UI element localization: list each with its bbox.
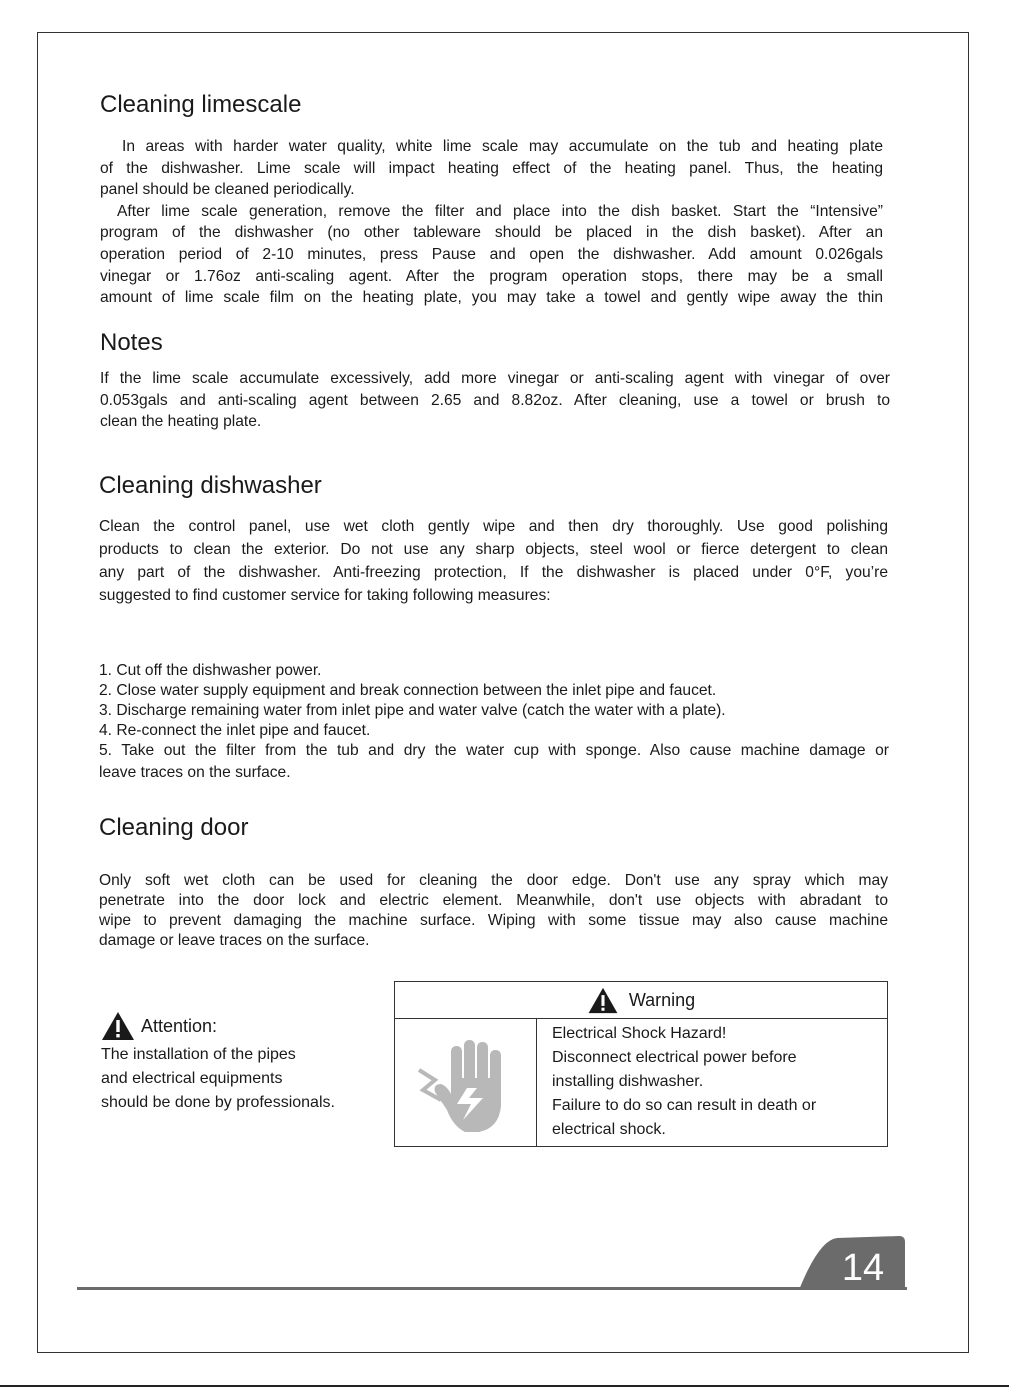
- text-line: Only soft wet cloth can be used for cleaning the door edge. Don't use any spray which may: [99, 872, 888, 889]
- text-line: In areas with harder water quality, white lime scale may accumulate on the tub and heating plate: [122, 138, 883, 155]
- warning-title: Warning: [628, 989, 696, 1010]
- attention-notice: [101, 1011, 391, 1115]
- electric-shock-hand-icon: [395, 1018, 536, 1146]
- dishwasher-paragraph: [99, 515, 888, 607]
- warning-line: installing dishwasher.: [552, 1073, 704, 1090]
- text-line: panel should be cleaned periodically.: [100, 181, 355, 199]
- warning-text: [552, 1022, 882, 1142]
- notes-paragraph: [100, 368, 890, 433]
- section-title-notes: Notes: [100, 329, 163, 356]
- warning-line: electrical shock.: [552, 1121, 666, 1138]
- warning-triangle-icon: [101, 1011, 135, 1041]
- page-number-tab: [77, 1236, 907, 1294]
- attention-line: should be done by professionals.: [101, 1094, 335, 1111]
- text-line: vinegar or 1.76oz anti-scaling agent. After the program operation stops, there may be a small: [100, 267, 883, 285]
- text-line: After lime scale generation, remove the filter and place into the dish basket. Start the “Intensive”: [117, 202, 883, 220]
- section-title-door: Cleaning door: [99, 814, 249, 841]
- list-item: 2. Close water supply equipment and break connection between the inlet pipe and faucet.: [99, 682, 717, 699]
- text-line: of the dishwasher. Lime scale will impact heating effect of the heating panel. Thus, the heating: [100, 159, 883, 177]
- shock-hand-image: [395, 1018, 537, 1146]
- section-title-dishwasher: Cleaning dishwasher: [99, 472, 322, 499]
- warning-box: [394, 981, 888, 1147]
- text-line: Clean the control panel, use wet cloth gently wipe and then dry thoroughly. Use good polishing: [99, 518, 888, 535]
- warning-triangle-icon: [587, 987, 619, 1014]
- attention-line: The installation of the pipes: [101, 1046, 296, 1063]
- text-line: suggested to find customer service for taking following measures:: [99, 587, 551, 604]
- attention-title: Attention:: [141, 1015, 218, 1036]
- list-item: leave traces on the surface.: [99, 764, 291, 781]
- text-line: penetrate into the door lock and electric element. Meanwhile, don't use objects with abradant to: [99, 892, 888, 909]
- limescale-paragraph: [100, 136, 883, 309]
- door-paragraph: [99, 871, 888, 951]
- page-number: 14: [841, 1247, 885, 1289]
- list-item: 4. Re-connect the inlet pipe and faucet.: [99, 722, 371, 739]
- text-line: any part of the dishwasher. Anti-freezing protection, If the dishwasher is placed under 0°F, you’re: [99, 564, 888, 581]
- text-line: If the lime scale accumulate excessively, add more vinegar or anti-scaling agent with vinegar of over: [100, 370, 890, 387]
- page-tab-shape: [77, 1236, 907, 1294]
- measures-list: [99, 661, 889, 783]
- list-item: 1. Cut off the dishwasher power.: [99, 662, 322, 679]
- warning-line: Electrical Shock Hazard!: [552, 1025, 727, 1042]
- list-item: 5. Take out the filter from the tub and dry the water cup with sponge. Also cause machine damage or: [99, 742, 889, 759]
- text-line: damage or leave traces on the surface.: [99, 932, 370, 949]
- text-line: operation period of 2-10 minutes, press Pause and open the dishwasher. Add amount 0.026gals: [100, 245, 883, 263]
- text-line: 0.053gals and anti-scaling agent between 2.65 and 8.82oz. After cleaning, use a towel or brush to: [100, 391, 890, 409]
- attention-line: and electrical equipments: [101, 1070, 283, 1087]
- warning-line: Failure to do so can result in death or: [552, 1097, 817, 1114]
- text-line: program of the dishwasher (no other tableware should be placed in the dish basket). After an: [100, 224, 883, 242]
- text-line: products to clean the exterior. Do not use any sharp objects, steel wool or fierce detergent to clean: [99, 541, 888, 558]
- text-line: amount of lime scale film on the heating plate, you may take a towel and gently wipe away the thin: [100, 289, 883, 307]
- text-line: clean the heating plate.: [100, 413, 262, 431]
- list-item: 3. Discharge remaining water from inlet pipe and water valve (catch the water with a plate).: [99, 702, 726, 719]
- text-line: wipe to prevent damaging the machine surface. Wiping with some tissue may also cause machine: [99, 912, 888, 929]
- section-title-limescale: Cleaning limescale: [100, 91, 302, 118]
- warning-line: Disconnect electrical power before: [552, 1049, 797, 1066]
